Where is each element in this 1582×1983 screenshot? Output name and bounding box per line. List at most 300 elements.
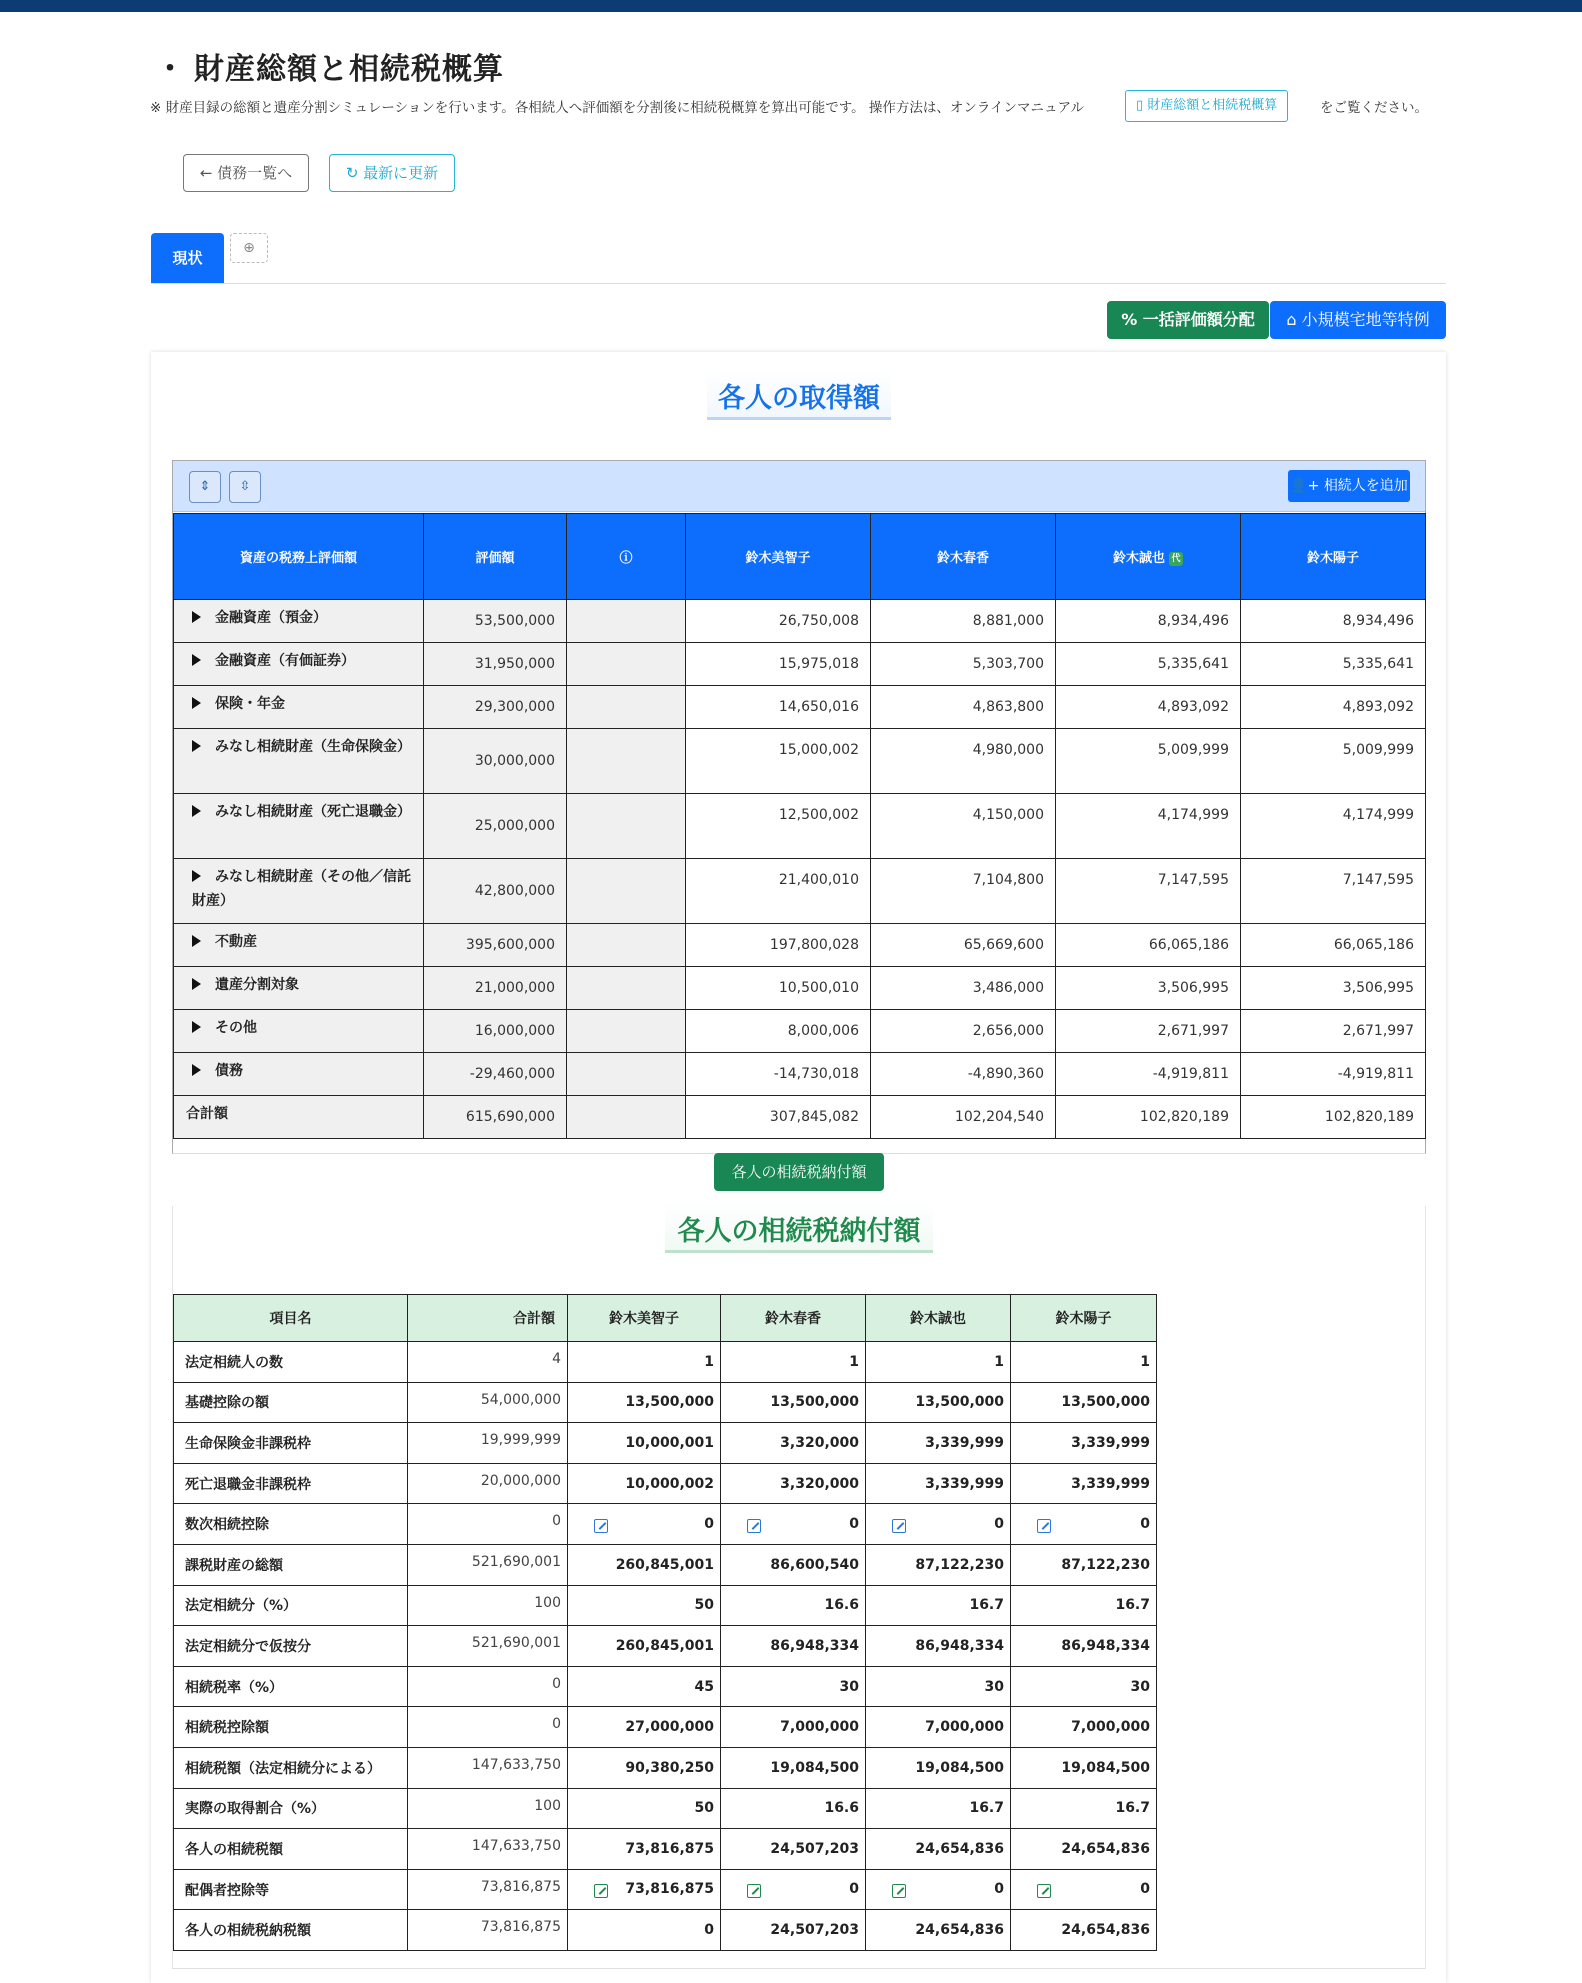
col-header-heir-2: 鈴木春香 — [871, 514, 1056, 600]
tax-heir-value: 3,320,000 — [780, 1434, 859, 1451]
heir-amount-cell[interactable]: 4,174,999 — [1241, 794, 1426, 859]
tax-col-header-item: 項目名 — [174, 1295, 408, 1342]
tax-item-label: 各人の相続税納税額 — [174, 1910, 408, 1951]
heir-amount-cell[interactable]: 8,934,496 — [1056, 600, 1241, 643]
tax-heir-value: 260,845,001 — [615, 1637, 714, 1654]
sum-total-cell: 615,690,000 — [424, 1096, 567, 1139]
tax-heir-cell — [568, 1626, 721, 1667]
tax-row — [174, 1463, 1157, 1504]
expand-triangle-icon[interactable] — [192, 805, 201, 817]
tax-heir-cell — [1011, 1504, 1157, 1545]
heir-amount-cell[interactable]: -4,919,811 — [1056, 1053, 1241, 1096]
tax-heir-value: 24,654,836 — [1061, 1840, 1150, 1857]
tax-heir-cell — [568, 1829, 721, 1870]
heir-amount-cell[interactable]: 66,065,186 — [1241, 924, 1426, 967]
edit-icon[interactable] — [747, 1884, 761, 1898]
heir-amount-cell[interactable]: 7,104,800 — [871, 859, 1056, 924]
heir-3-name: 鈴木誠也 — [1112, 551, 1165, 566]
tax-heir-cell — [1011, 1829, 1157, 1870]
tax-heir-value: 0 — [994, 1515, 1004, 1532]
acquisition-row[interactable] — [174, 686, 1426, 729]
acquisition-row[interactable] — [174, 924, 1426, 967]
tax-heir-value: 87,122,230 — [915, 1556, 1004, 1573]
asset-category-label: みなし相続財産（死亡退職金） — [215, 804, 411, 820]
tax-heir-value: 19,084,500 — [915, 1759, 1004, 1776]
tax-heir-cell — [866, 1544, 1011, 1585]
tax-heir-value: 24,654,836 — [915, 1922, 1004, 1939]
tax-heir-cell — [721, 1342, 866, 1383]
expand-triangle-icon[interactable] — [192, 697, 201, 709]
expand-triangle-icon[interactable] — [192, 935, 201, 947]
tax-col-header-heir-1: 鈴木美智子 — [568, 1295, 721, 1342]
tax-heir-value: 90,380,250 — [625, 1759, 714, 1776]
col-header-heir-3 — [1056, 514, 1241, 600]
manual-link-label: 財産総額と相続税概算 — [1147, 98, 1278, 113]
tax-total-cell: 100 — [408, 1788, 568, 1829]
tax-heir-value: 10,000,001 — [625, 1434, 714, 1451]
tax-heir-value: 1 — [994, 1353, 1004, 1370]
tax-heir-value: 50 — [694, 1800, 714, 1817]
tax-heir-cell — [866, 1747, 1011, 1788]
add-heir-label: 相続人を追加 — [1323, 478, 1408, 494]
tax-row — [174, 1626, 1157, 1667]
info-cell — [567, 859, 686, 924]
asset-category-label: その他 — [215, 1020, 257, 1036]
tax-heir-cell — [568, 1463, 721, 1504]
tax-heir-value: 0 — [704, 1515, 714, 1532]
tax-total-cell: 521,690,001 — [408, 1544, 568, 1585]
tax-heir-value: 1 — [849, 1353, 859, 1370]
tax-heir-cell — [721, 1666, 866, 1707]
heir-amount-cell[interactable]: 5,335,641 — [1056, 643, 1241, 686]
tax-heir-value: 45 — [694, 1678, 714, 1695]
tax-heir-cell — [866, 1910, 1011, 1951]
tax-row — [174, 1504, 1157, 1545]
tax-heir-value: 50 — [694, 1597, 714, 1614]
tax-heir-cell — [866, 1423, 1011, 1464]
tax-heir-value: 0 — [1140, 1881, 1150, 1898]
heir-amount-cell[interactable]: 5,303,700 — [871, 643, 1056, 686]
asset-category-cell[interactable] — [174, 729, 424, 794]
heir-amount-cell[interactable]: 2,671,997 — [1056, 1010, 1241, 1053]
asset-category-cell[interactable] — [174, 600, 424, 643]
col-header-heir-1: 鈴木美智子 — [686, 514, 871, 600]
tax-total-cell: 0 — [408, 1666, 568, 1707]
tax-heir-cell — [1011, 1626, 1157, 1667]
tax-row — [174, 1788, 1157, 1829]
tax-item-label: 数次相続控除 — [174, 1504, 408, 1545]
tax-heir-value: 13,500,000 — [915, 1394, 1004, 1411]
tax-heir-cell — [721, 1626, 866, 1667]
tax-heir-cell — [866, 1382, 1011, 1423]
tax-total-cell: 19,999,999 — [408, 1423, 568, 1464]
acquisition-row[interactable] — [174, 859, 1426, 924]
info-cell — [567, 686, 686, 729]
acquisition-row[interactable] — [174, 729, 1426, 794]
info-cell — [567, 1010, 686, 1053]
tax-row — [174, 1544, 1157, 1585]
heir-amount-cell[interactable]: -14,730,018 — [686, 1053, 871, 1096]
asset-category-cell[interactable] — [174, 794, 424, 859]
tax-heir-value: 16.7 — [969, 1597, 1004, 1614]
tax-heir-cell — [721, 1585, 866, 1626]
tax-heir-cell — [1011, 1585, 1157, 1626]
asset-category-label: 不動産 — [215, 934, 257, 950]
edit-icon[interactable] — [594, 1884, 608, 1898]
sum-heir-cell: 102,820,189 — [1241, 1096, 1426, 1139]
tax-total-cell: 20,000,000 — [408, 1463, 568, 1504]
heir-amount-cell[interactable]: 4,893,092 — [1241, 686, 1426, 729]
tax-row — [174, 1869, 1157, 1910]
col-header-asset: 資産の税務上評価額 — [174, 514, 424, 600]
asset-category-cell[interactable] — [174, 967, 424, 1010]
acquisition-row[interactable] — [174, 967, 1426, 1010]
valuation-cell: 16,000,000 — [424, 1010, 567, 1053]
info-cell — [567, 729, 686, 794]
tax-total-cell: 0 — [408, 1504, 568, 1545]
tax-heir-cell — [1011, 1382, 1157, 1423]
tax-total-cell: 0 — [408, 1707, 568, 1748]
tax-heir-value: 19,084,500 — [1061, 1759, 1150, 1776]
tax-row — [174, 1666, 1157, 1707]
asset-category-label: みなし相続財産（生命保険金） — [215, 739, 411, 755]
asset-category-label: 金融資産（預金） — [215, 610, 327, 626]
percent-icon: % — [1121, 310, 1143, 329]
heir-amount-cell[interactable]: 12,500,002 — [686, 794, 871, 859]
representative-badge: 代 — [1169, 552, 1183, 566]
tax-item-label: 配偶者控除等 — [174, 1869, 408, 1910]
tax-heir-value: 86,948,334 — [915, 1637, 1004, 1654]
tax-heir-cell — [1011, 1788, 1157, 1829]
tax-heir-cell — [866, 1707, 1011, 1748]
expand-triangle-icon[interactable] — [192, 870, 201, 882]
tax-heir-cell — [1011, 1747, 1157, 1788]
expand-triangle-icon[interactable] — [192, 611, 201, 623]
tax-heir-value: 86,600,540 — [770, 1556, 859, 1573]
acquisition-row[interactable] — [174, 600, 1426, 643]
asset-category-cell[interactable] — [174, 924, 424, 967]
heir-amount-cell[interactable]: 15,975,018 — [686, 643, 871, 686]
tax-heir-cell — [866, 1463, 1011, 1504]
edit-icon[interactable] — [892, 1519, 906, 1533]
tax-heir-cell — [1011, 1666, 1157, 1707]
heir-amount-cell[interactable]: -4,890,360 — [871, 1053, 1056, 1096]
tax-item-label: 相続税率（%） — [174, 1666, 408, 1707]
tax-heir-value: 3,339,999 — [1071, 1475, 1150, 1492]
expand-triangle-icon[interactable] — [192, 654, 201, 666]
tax-heir-cell — [721, 1788, 866, 1829]
tax-heir-value: 73,816,875 — [625, 1840, 714, 1857]
refresh-label: 最新に更新 — [363, 164, 439, 182]
tax-total-cell: 54,000,000 — [408, 1382, 568, 1423]
tax-heir-value: 24,507,203 — [770, 1922, 859, 1939]
tax-row — [174, 1910, 1157, 1951]
tax-heir-value: 24,654,836 — [915, 1840, 1004, 1857]
bulk-allocate-label: 一括評価額分配 — [1142, 310, 1255, 329]
sum-heir-cell: 102,820,189 — [1056, 1096, 1241, 1139]
manual-link[interactable] — [1125, 90, 1288, 122]
tax-heir-cell — [721, 1423, 866, 1464]
tax-row — [174, 1707, 1157, 1748]
tax-heir-value: 0 — [849, 1515, 859, 1532]
tax-heir-value: 24,507,203 — [770, 1840, 859, 1857]
heir-amount-cell[interactable]: 4,174,999 — [1056, 794, 1241, 859]
info-cell — [567, 1053, 686, 1096]
tax-heir-cell — [721, 1869, 866, 1910]
tax-heir-cell — [1011, 1423, 1157, 1464]
heir-amount-cell[interactable]: 4,893,092 — [1056, 686, 1241, 729]
top-bar — [0, 0, 1582, 12]
edit-icon[interactable] — [1037, 1884, 1051, 1898]
asset-category-cell[interactable] — [174, 859, 424, 924]
heir-amount-cell[interactable]: 8,934,496 — [1241, 600, 1426, 643]
tax-heir-value: 73,816,875 — [625, 1881, 714, 1898]
sum-heir-cell: 102,204,540 — [871, 1096, 1056, 1139]
tax-item-label: 相続税控除額 — [174, 1707, 408, 1748]
heir-amount-cell[interactable]: 4,980,000 — [871, 729, 1056, 794]
col-header-heir-4: 鈴木陽子 — [1241, 514, 1426, 600]
tax-heir-cell — [568, 1910, 721, 1951]
tab-current[interactable]: 現状 — [151, 233, 224, 284]
heir-amount-cell[interactable]: 7,147,595 — [1056, 859, 1241, 924]
tax-row — [174, 1382, 1157, 1423]
acquisition-title-text: 各人の取得額 — [718, 383, 880, 414]
tax-heir-cell — [721, 1544, 866, 1585]
heir-amount-cell[interactable]: -4,919,811 — [1241, 1053, 1426, 1096]
acquisition-row[interactable] — [174, 1010, 1426, 1053]
tax-heir-value: 16.6 — [824, 1597, 859, 1614]
house-icon: ⌂ — [1286, 310, 1302, 329]
heir-amount-cell[interactable]: 26,750,008 — [686, 600, 871, 643]
tax-title-text: 各人の相続税納付額 — [677, 1216, 921, 1247]
tax-total-cell: 147,633,750 — [408, 1829, 568, 1870]
tab-divider — [151, 283, 1446, 284]
heir-amount-cell[interactable]: 3,506,995 — [1241, 967, 1426, 1010]
tax-total-cell: 73,816,875 — [408, 1869, 568, 1910]
tax-item-label: 法定相続人の数 — [174, 1342, 408, 1383]
tax-heir-cell — [866, 1829, 1011, 1870]
edit-icon[interactable] — [1037, 1519, 1051, 1533]
add-heir-button[interactable] — [1288, 470, 1410, 502]
tax-heir-cell — [866, 1626, 1011, 1667]
edit-icon[interactable] — [594, 1519, 608, 1533]
valuation-cell: 21,000,000 — [424, 967, 567, 1010]
expand-triangle-icon[interactable] — [192, 1064, 201, 1076]
acquisition-row[interactable] — [174, 794, 1426, 859]
tax-panel-border-bottom — [172, 1968, 1426, 1969]
heir-amount-cell[interactable]: 14,650,016 — [686, 686, 871, 729]
tax-heir-value: 16.7 — [969, 1800, 1004, 1817]
tax-total-cell: 73,816,875 — [408, 1910, 568, 1951]
asset-category-cell[interactable] — [174, 1053, 424, 1096]
tax-heir-cell — [721, 1504, 866, 1545]
bulk-allocate-button[interactable] — [1107, 301, 1269, 339]
tax-heir-cell — [721, 1707, 866, 1748]
tax-heir-value: 3,339,999 — [1071, 1434, 1150, 1451]
asset-category-label: 遺産分割対象 — [215, 977, 299, 993]
heir-amount-cell[interactable]: 7,147,595 — [1241, 859, 1426, 924]
tax-heir-cell — [721, 1463, 866, 1504]
sum-label: 合計額 — [174, 1096, 424, 1139]
tax-row — [174, 1585, 1157, 1626]
edit-icon[interactable] — [892, 1884, 906, 1898]
sum-heir-cell: 307,845,082 — [686, 1096, 871, 1139]
tax-row — [174, 1342, 1157, 1383]
edit-icon[interactable] — [747, 1519, 761, 1533]
asset-category-label: 保険・年金 — [215, 696, 285, 712]
small-land-special-button[interactable] — [1270, 301, 1446, 339]
info-cell — [567, 794, 686, 859]
tax-col-header-total: 合計額 — [408, 1295, 568, 1342]
tax-heir-cell — [568, 1504, 721, 1545]
tax-heir-value: 86,948,334 — [770, 1637, 859, 1654]
tax-total-cell: 521,690,001 — [408, 1626, 568, 1667]
tax-heir-value: 16.7 — [1115, 1800, 1150, 1817]
tax-heir-cell — [568, 1666, 721, 1707]
tax-heir-value: 3,339,999 — [925, 1434, 1004, 1451]
tax-item-label: 相続税額（法定相続分による） — [174, 1747, 408, 1788]
tax-heir-value: 27,000,000 — [625, 1719, 714, 1736]
asset-category-cell[interactable] — [174, 1010, 424, 1053]
tax-heir-cell — [866, 1342, 1011, 1383]
tax-heir-cell — [1011, 1910, 1157, 1951]
tax-heir-value: 1 — [704, 1353, 714, 1370]
tax-section-button[interactable]: 各人の相続税納付額 — [714, 1153, 884, 1191]
tax-heir-value: 7,000,000 — [925, 1719, 1004, 1736]
tax-heir-value: 0 — [994, 1881, 1004, 1898]
heir-amount-cell[interactable]: 2,656,000 — [871, 1010, 1056, 1053]
tax-heir-value: 1 — [1140, 1353, 1150, 1370]
tax-heir-value: 10,000,002 — [625, 1475, 714, 1492]
heir-amount-cell[interactable]: 4,863,800 — [871, 686, 1056, 729]
tax-heir-cell — [568, 1585, 721, 1626]
page-description-tail: をご覧ください。 — [1320, 100, 1428, 116]
valuation-cell: 395,600,000 — [424, 924, 567, 967]
acquisition-table — [173, 513, 1426, 1139]
heir-amount-cell[interactable]: 66,065,186 — [1056, 924, 1241, 967]
valuation-cell: 42,800,000 — [424, 859, 567, 924]
expand-triangle-icon[interactable] — [192, 740, 201, 752]
acquisition-section-title — [707, 370, 891, 420]
info-cell — [567, 924, 686, 967]
book-icon: ▯ — [1136, 98, 1148, 113]
asset-category-label: みなし相続財産（その他／信託財産） — [192, 869, 411, 909]
refresh-button[interactable] — [329, 154, 455, 192]
expand-all-icon[interactable]: ⇕ — [189, 471, 221, 503]
tax-heir-value: 260,845,001 — [615, 1556, 714, 1573]
tax-heir-cell — [1011, 1707, 1157, 1748]
tax-heir-value: 13,500,000 — [625, 1394, 714, 1411]
tax-heir-cell — [866, 1666, 1011, 1707]
tax-item-label: 実際の取得割合（%） — [174, 1788, 408, 1829]
valuation-cell: -29,460,000 — [424, 1053, 567, 1096]
asset-category-cell[interactable] — [174, 643, 424, 686]
tax-heir-value: 30 — [839, 1678, 859, 1695]
heir-amount-cell[interactable]: 65,669,600 — [871, 924, 1056, 967]
back-to-debts-button[interactable]: ← 債務一覧へ — [183, 154, 309, 192]
acquisition-header-row — [174, 514, 1426, 600]
tax-heir-value: 0 — [1140, 1515, 1150, 1532]
heir-amount-cell[interactable]: 4,150,000 — [871, 794, 1056, 859]
heir-amount-cell[interactable]: 3,506,995 — [1056, 967, 1241, 1010]
expand-triangle-icon[interactable] — [192, 1021, 201, 1033]
tax-heir-value: 7,000,000 — [780, 1719, 859, 1736]
col-header-valuation: 評価額 — [424, 514, 567, 600]
heir-amount-cell[interactable]: 15,000,002 — [686, 729, 871, 794]
add-tab-button[interactable]: ⊕ — [230, 233, 268, 263]
small-land-label: 小規模宅地等特例 — [1301, 310, 1430, 329]
info-icon[interactable]: ⓘ — [567, 514, 686, 600]
heir-amount-cell[interactable]: 5,009,999 — [1241, 729, 1426, 794]
tax-heir-value: 3,320,000 — [780, 1475, 859, 1492]
tax-heir-value: 19,084,500 — [770, 1759, 859, 1776]
tax-heir-value: 16.7 — [1115, 1597, 1150, 1614]
tax-heir-cell — [568, 1869, 721, 1910]
tax-heir-cell — [568, 1423, 721, 1464]
tax-section-title — [665, 1203, 933, 1253]
heir-amount-cell[interactable]: 2,671,997 — [1241, 1010, 1426, 1053]
acquisition-row[interactable] — [174, 643, 1426, 686]
heir-amount-cell[interactable]: 21,400,010 — [686, 859, 871, 924]
tax-heir-cell — [1011, 1463, 1157, 1504]
heir-amount-cell[interactable]: 5,009,999 — [1056, 729, 1241, 794]
tax-col-header-heir-3: 鈴木誠也 — [866, 1295, 1011, 1342]
tax-item-label: 各人の相続税額 — [174, 1829, 408, 1870]
tax-row — [174, 1747, 1157, 1788]
tax-heir-value: 30 — [984, 1678, 1004, 1695]
tax-heir-cell — [568, 1747, 721, 1788]
heir-amount-cell[interactable]: 3,486,000 — [871, 967, 1056, 1010]
tax-heir-cell — [721, 1829, 866, 1870]
valuation-cell: 29,300,000 — [424, 686, 567, 729]
heir-amount-cell[interactable]: 10,500,010 — [686, 967, 871, 1010]
tax-heir-value: 13,500,000 — [1061, 1394, 1150, 1411]
valuation-cell: 30,000,000 — [424, 729, 567, 794]
asset-category-cell[interactable] — [174, 686, 424, 729]
tax-heir-cell — [568, 1707, 721, 1748]
tax-heir-cell — [721, 1747, 866, 1788]
heir-amount-cell[interactable]: 197,800,028 — [686, 924, 871, 967]
tax-total-cell: 4 — [408, 1342, 568, 1383]
tax-header-row — [174, 1295, 1157, 1342]
tax-heir-value: 13,500,000 — [770, 1394, 859, 1411]
tax-total-cell: 147,633,750 — [408, 1747, 568, 1788]
title-bullet: ・ — [155, 52, 186, 87]
tax-heir-cell — [866, 1504, 1011, 1545]
acquisition-row[interactable] — [174, 1053, 1426, 1096]
expand-triangle-icon[interactable] — [192, 978, 201, 990]
valuation-cell: 25,000,000 — [424, 794, 567, 859]
tax-heir-cell — [568, 1342, 721, 1383]
tax-heir-cell — [721, 1910, 866, 1951]
heir-amount-cell[interactable]: 5,335,641 — [1241, 643, 1426, 686]
page-title-text: 財産総額と相続税概算 — [194, 52, 504, 87]
collapse-all-icon[interactable]: ⇳ — [229, 471, 261, 503]
tax-panel-border-right — [1425, 1206, 1426, 1968]
tax-item-label: 法定相続分（%） — [174, 1585, 408, 1626]
tax-total-cell: 100 — [408, 1585, 568, 1626]
info-cell — [567, 600, 686, 643]
tax-heir-value: 0 — [849, 1881, 859, 1898]
heir-amount-cell[interactable]: 8,000,006 — [686, 1010, 871, 1053]
acquisition-sum-row — [174, 1096, 1426, 1139]
heir-amount-cell[interactable]: 8,881,000 — [871, 600, 1056, 643]
tax-heir-value: 24,654,836 — [1061, 1922, 1150, 1939]
tax-heir-value: 0 — [704, 1922, 714, 1939]
tax-item-label: 基礎控除の額 — [174, 1382, 408, 1423]
tax-col-header-heir-4: 鈴木陽子 — [1011, 1295, 1157, 1342]
tax-heir-cell — [1011, 1544, 1157, 1585]
